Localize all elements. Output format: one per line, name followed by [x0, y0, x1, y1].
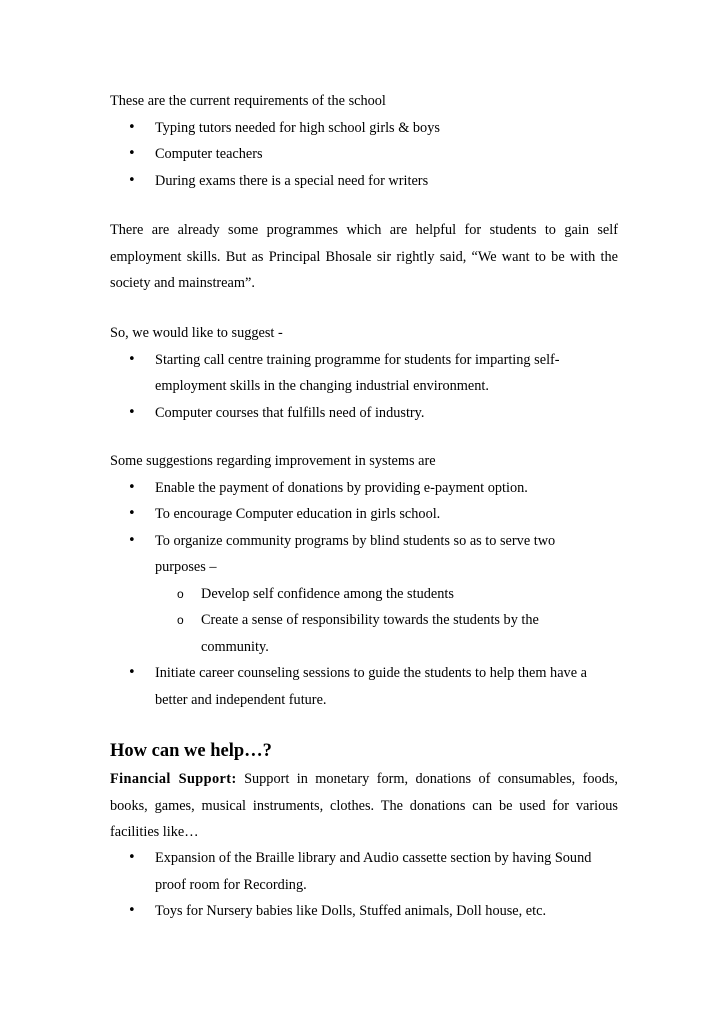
item-line: Starting call centre training programme for students for imparting self- — [155, 351, 560, 368]
list-item: • Computer courses that fulfills need of industry. — [110, 400, 618, 427]
list-item: • Enable the payment of donations by providing e-payment option. — [110, 475, 618, 502]
requirements-intro: These are the current requirements of the school — [110, 93, 386, 109]
paragraph-line: society and mainstream”. — [110, 275, 255, 291]
list-item: • Computer teachers — [110, 141, 618, 168]
list-item: • Toys for Nursery babies like Dolls, Stuffed animals, Doll house, etc. — [110, 898, 618, 925]
facilities-list — [110, 845, 618, 925]
paragraph-line: Support in monetary form, donations of consumables, foods, — [244, 771, 618, 787]
suggestions-list — [110, 347, 618, 427]
paragraph-line: books, games, musical instruments, clothes. The donations can be used for various — [110, 797, 618, 814]
list-item — [110, 660, 618, 713]
item-line: better and independent future. — [155, 691, 327, 708]
item-line: Initiate career counseling sessions to guide the students to help them have a — [155, 665, 587, 681]
sub-list-item: o Develop self confidence among the students — [155, 581, 618, 608]
item-line: proof room for Recording. — [155, 876, 307, 893]
programmes-paragraph — [110, 217, 618, 297]
item-line: Create a sense of responsibility towards the students by the — [201, 612, 539, 628]
systems-list — [110, 475, 618, 714]
list-item: • During exams there is a special need for writers — [110, 168, 618, 195]
list-item — [110, 347, 618, 400]
list-item: • To encourage Computer education in girls school. — [110, 501, 618, 528]
list-item — [110, 845, 618, 898]
paragraph-line: facilities like… — [110, 824, 199, 840]
sub-list-item — [155, 607, 618, 660]
systems-intro: Some suggestions regarding improvement in systems are — [110, 453, 436, 469]
purposes-sublist — [155, 581, 618, 661]
item-line: community. — [201, 638, 269, 655]
suggestions-section — [110, 320, 618, 426]
list-item — [110, 528, 618, 661]
suggestions-intro: So, we would like to suggest - — [110, 325, 283, 341]
financial-support-label: Financial Support: — [110, 771, 237, 787]
paragraph-line: employment skills. But as Principal Bhosale sir rightly said, “We want to be with the — [110, 248, 618, 265]
section-heading: How can we help…? — [110, 741, 272, 761]
item-line: purposes – — [155, 559, 217, 575]
requirements-list — [110, 115, 618, 195]
help-section — [110, 738, 618, 764]
facilities-section — [110, 845, 618, 925]
item-line: employment skills in the changing industrial environment. — [155, 378, 489, 394]
systems-section — [110, 448, 618, 713]
paragraph-line: There are already some programmes which are helpful for students to gain self — [110, 222, 618, 238]
item-line: Expansion of the Braille library and Audio cassette section by having Sound — [155, 850, 592, 866]
item-line: To organize community programs by blind students so as to serve two — [155, 532, 556, 549]
requirements-section — [110, 88, 618, 194]
financial-support-paragraph — [110, 766, 618, 846]
list-item: • Typing tutors needed for high school girls & boys — [110, 115, 618, 142]
